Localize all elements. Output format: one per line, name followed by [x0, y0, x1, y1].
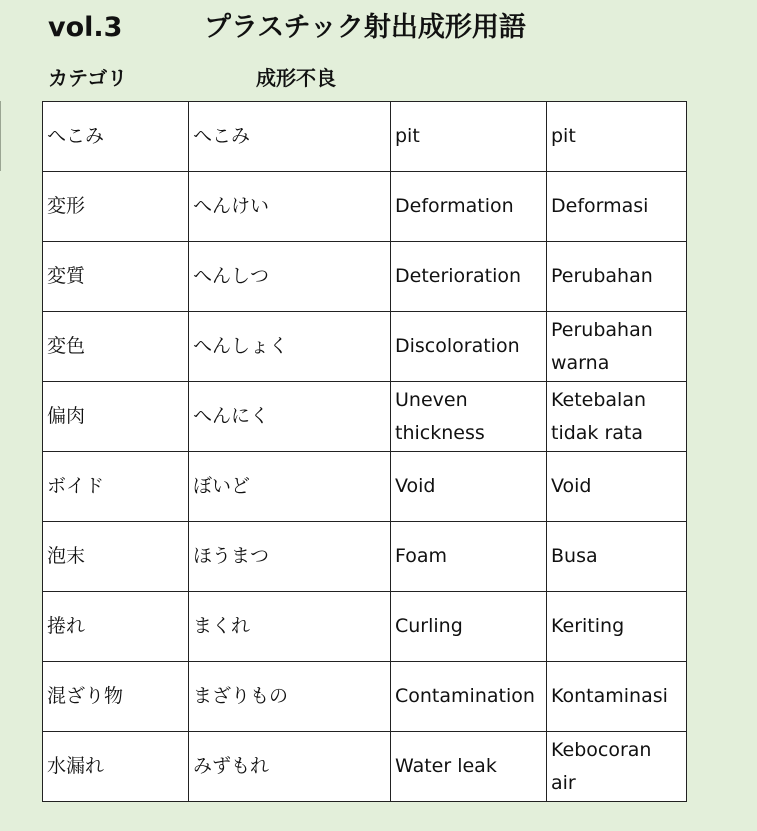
term-indonesian: Void	[547, 452, 687, 522]
term-english: pit	[391, 102, 547, 172]
term-english: Void	[391, 452, 547, 522]
term-kanji: 泡末	[43, 522, 189, 592]
term-kanji: 水漏れ	[43, 732, 189, 802]
term-indonesian: Perubahan	[547, 242, 687, 312]
term-reading: まくれ	[189, 592, 391, 662]
table-row	[43, 382, 687, 452]
term-indonesian: Kontaminasi	[547, 662, 687, 732]
table-row	[43, 592, 687, 662]
category-value: 成形不良	[256, 66, 336, 90]
table-row	[43, 452, 687, 522]
category-label: カテゴリ	[48, 66, 128, 90]
table-row	[43, 522, 687, 592]
term-kanji: ボイド	[43, 452, 189, 522]
term-kanji: 変質	[43, 242, 189, 312]
term-english: Foam	[391, 522, 547, 592]
term-kanji: へこみ	[43, 102, 189, 172]
page-title: プラスチック射出成形用語	[204, 12, 526, 43]
term-reading: ほうまつ	[189, 522, 391, 592]
table-row	[43, 102, 687, 172]
term-reading: へこみ	[189, 102, 391, 172]
table-row	[43, 242, 687, 312]
term-indonesian: Busa	[547, 522, 687, 592]
term-kanji: 変形	[43, 172, 189, 242]
term-indonesian: Ketebalan tidak rata	[547, 382, 687, 452]
term-english: Water leak	[391, 732, 547, 802]
term-indonesian: Keriting	[547, 592, 687, 662]
term-english: Curling	[391, 592, 547, 662]
term-english: Deterioration	[391, 242, 547, 312]
term-reading: へんけい	[189, 172, 391, 242]
term-reading: へんしょく	[189, 312, 391, 382]
term-kanji: 捲れ	[43, 592, 189, 662]
term-indonesian: Deformasi	[547, 172, 687, 242]
term-english: Discoloration	[391, 312, 547, 382]
term-reading: ぼいど	[189, 452, 391, 522]
term-reading: みずもれ	[189, 732, 391, 802]
term-reading: まざりもの	[189, 662, 391, 732]
term-english: Contamination	[391, 662, 547, 732]
term-reading: へんにく	[189, 382, 391, 452]
terms-table	[42, 101, 687, 802]
term-reading: へんしつ	[189, 242, 391, 312]
table-row	[43, 172, 687, 242]
term-kanji: 偏肉	[43, 382, 189, 452]
sheet-edge-mark	[0, 101, 1, 171]
table-row	[43, 732, 687, 802]
term-english: Deformation	[391, 172, 547, 242]
term-english: Uneven thickness	[391, 382, 547, 452]
term-indonesian: Kebocoran air	[547, 732, 687, 802]
table-row	[43, 662, 687, 732]
term-indonesian: pit	[547, 102, 687, 172]
term-kanji: 混ざり物	[43, 662, 189, 732]
term-kanji: 変色	[43, 312, 189, 382]
volume-label: vol.3	[48, 12, 123, 43]
table-row	[43, 312, 687, 382]
term-indonesian: Perubahan warna	[547, 312, 687, 382]
